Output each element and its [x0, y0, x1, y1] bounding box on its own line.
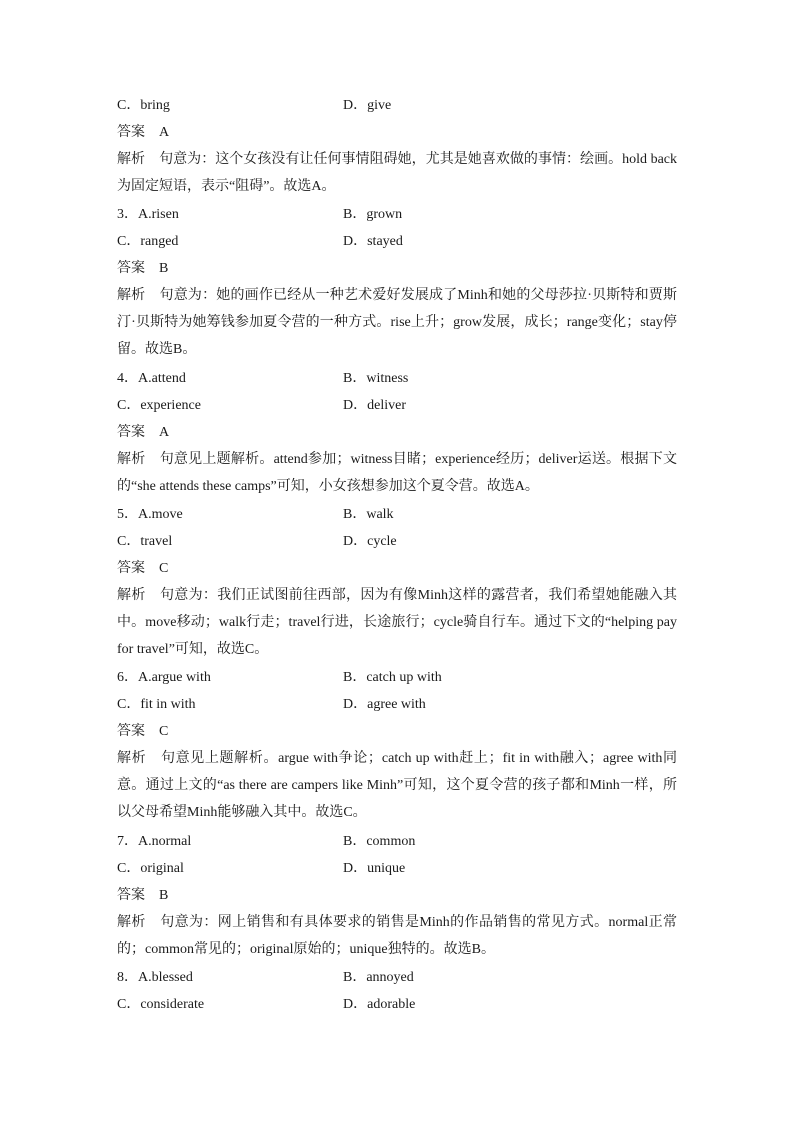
q5-option-d: D．cycle	[343, 534, 397, 549]
answer-label: 答案	[117, 425, 145, 440]
q6-option-a: 6．A.argue with	[117, 670, 211, 685]
explanation-label: 解析	[117, 152, 146, 167]
q5-option-c: C．travel	[117, 534, 173, 549]
explanation-label: 解析	[117, 452, 146, 467]
answer-value: C	[159, 724, 169, 739]
q7-explanation	[117, 909, 677, 963]
q4-explanation	[117, 446, 677, 500]
q7-option-d: D．unique	[343, 861, 406, 876]
q2-answer	[117, 124, 169, 142]
q5-answer	[117, 560, 168, 578]
q2-option-c: C．bring	[117, 98, 170, 113]
explanation-label: 解析	[117, 588, 146, 603]
answer-label: 答案	[117, 261, 145, 276]
q8-option-b: B．annoyed	[343, 970, 414, 985]
answer-value: A	[159, 125, 170, 140]
q8-option-d: D．adorable	[343, 997, 416, 1012]
answer-label: 答案	[117, 724, 145, 739]
explanation-text: 句意见上题解析。attend参加；witness目睹；experience经历；deliver运送。根据下文的“she attends these camps”可知，小女孩想参加这个夏令营。故选A。	[117, 452, 677, 495]
q7-option-a: 7．A.normal	[117, 834, 192, 849]
answer-label: 答案	[117, 125, 145, 140]
explanation-label: 解析	[117, 751, 147, 766]
answer-label: 答案	[117, 561, 145, 576]
q4-option-d: D．deliver	[343, 398, 406, 413]
q2-option-d: D．give	[343, 98, 392, 113]
explanation-text: 句意见上题解析。argue with争论；catch up with赶上；fit in with融入；agree with同意。通过上文的“as there are campers like Minh”可知，这个夏令营的孩子都和Minh一样，所以父母希望Minh能够融入其中。故选C。	[117, 751, 678, 821]
answer-value: C	[159, 561, 169, 576]
q8-option-c: C．considerate	[117, 997, 205, 1012]
q5-option-a: 5．A.move	[117, 507, 183, 522]
q3-option-b: B．grown	[343, 207, 403, 222]
q6-answer	[117, 723, 168, 741]
q7-option-c: C．original	[117, 861, 184, 876]
q6-option-c: C．fit in with	[117, 697, 196, 712]
q2-explanation	[117, 146, 677, 200]
q3-answer	[117, 260, 168, 278]
q3-option-d: D．stayed	[343, 234, 403, 249]
q3-option-a: 3．A.risen	[117, 207, 179, 222]
q6-option-d: D．agree with	[343, 697, 426, 712]
explanation-label: 解析	[117, 288, 146, 303]
q6-option-b: B．catch up with	[343, 670, 442, 685]
explanation-text: 句意为：我们正试图前往西部，因为有像Minh这样的露营者，我们希望她能融入其中。move移动；walk行走；travel行进，长途旅行；cycle骑自行车。通过下文的“helping pay for travel”可知，故选C。	[117, 588, 678, 658]
q4-answer	[117, 424, 169, 442]
q5-explanation	[117, 582, 677, 664]
answer-value: B	[159, 261, 169, 276]
q3-explanation	[117, 282, 677, 364]
q8-option-a: 8．A.blessed	[117, 970, 193, 985]
explanation-text: 句意为：这个女孩没有让任何事情阻碍她，尤其是她喜欢做的事情：绘画。hold back为固定短语，表示“阻碍”。故选A。	[117, 152, 678, 195]
answer-label: 答案	[117, 888, 145, 903]
q5-option-b: B．walk	[343, 507, 394, 522]
explanation-text: 句意为：网上销售和有具体要求的销售是Minh的作品销售的常见方式。normal正常的；common常见的；original原始的；unique独特的。故选B。	[117, 915, 678, 958]
q7-answer	[117, 887, 168, 905]
explanation-text: 句意为：她的画作已经从一种艺术爱好发展成了Minh和她的父母莎拉·贝斯特和贾斯汀·贝斯特为她筹钱参加夏令营的一种方式。rise上升；grow发展，成长；range变化；stay停留。故选B。	[117, 288, 678, 358]
explanation-label: 解析	[117, 915, 146, 930]
answer-value: B	[159, 888, 169, 903]
q6-explanation	[117, 745, 677, 827]
q3-option-c: C．ranged	[117, 234, 179, 249]
q7-option-b: B．common	[343, 834, 416, 849]
q4-option-b: B．witness	[343, 371, 409, 386]
answer-value: A	[159, 425, 170, 440]
q4-option-c: C．experience	[117, 398, 201, 413]
q4-option-a: 4．A.attend	[117, 371, 186, 386]
